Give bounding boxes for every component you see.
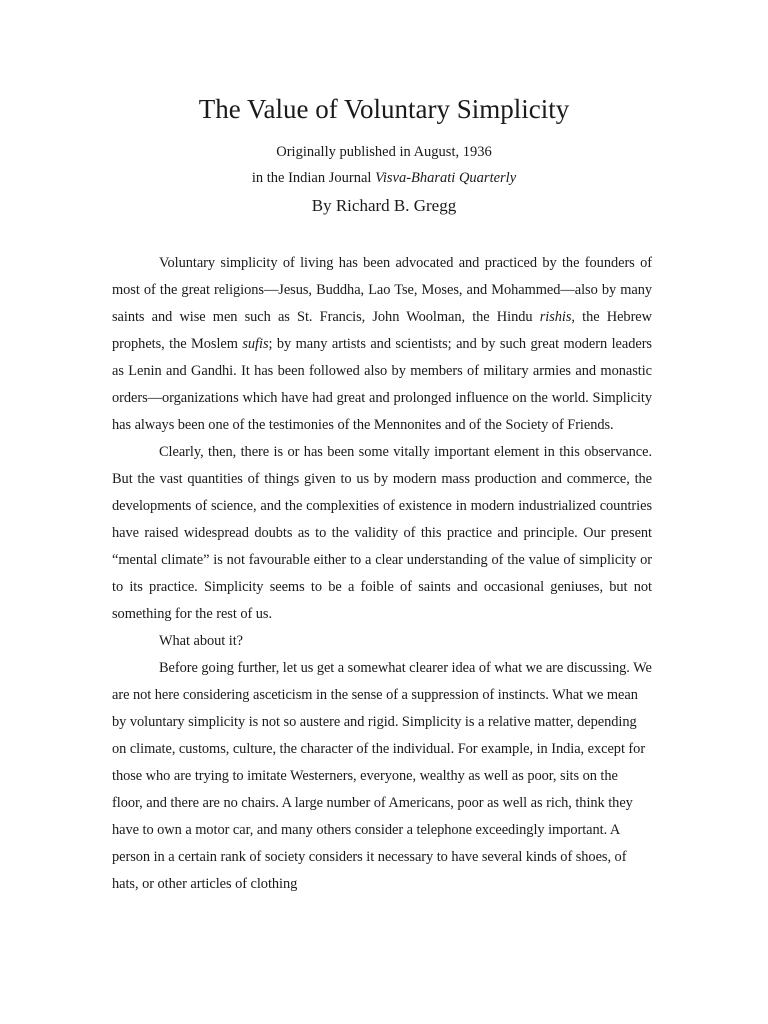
- journal-name: Visva-Bharati Quarterly: [375, 170, 517, 186]
- article-body: [112, 250, 652, 898]
- paragraph-4: Before going further, let us get a somewhat clearer idea of what we are discussing. We are not here considering asceticism in the sense of a suppression of instincts. What we mean by voluntary simplicity is not so austere and rigid. Simplicity is a relative matter, depending on climate, customs, culture, the character of the individual. For example, in India, except for those who are trying to imitate Westerners, everyone, wealthy as well as poor, sits on the floor, and there are no chairs. A large number of Americans, poor as well as rich, think they have to own a motor car, and many others consider a telephone exceedingly important. A person in a certain rank of society considers it necessary to have several kinds of shoes, of hats, or other articles of clothing: [112, 660, 652, 892]
- page-title: The Value of Voluntary Simplicity: [198, 94, 570, 124]
- author-byline: By Richard B. Gregg: [311, 196, 457, 215]
- paragraph-1-part-c: ; by many artists and scientists; and by such great modern leaders as Lenin and Gandhi. It has been followed also by members of military armies and monastic orders—organizations which have had great and prolonged influence on the world. Simplicity has always been one of the testimonies of the Mennonites and of the Society of Friends.: [112, 336, 652, 433]
- publication-journal-line: [0, 168, 768, 188]
- term-sufis: sufis: [242, 336, 269, 352]
- paragraph-2: Clearly, then, there is or has been some vitally important element in this observance. But the vast quantities of things given to us by modern mass production and commerce, the developments of science, and the complexities of existence in modern industrialized countries have raised widespread doubts as to the validity of this practice and principle. Our present “mental climate” is not favourable either to a clear understanding of the value of simplicity or to its practice. Simplicity seems to be a foible of saints and occasional geniuses, but not something for the rest of us.: [112, 444, 652, 622]
- journal-prefix: in the Indian Journal: [251, 170, 376, 186]
- term-rishis: rishis: [539, 309, 572, 325]
- paragraph-3: What about it?: [159, 633, 244, 649]
- paragraph-1-part-b: , the Hebrew prophets, the Moslem: [112, 309, 652, 352]
- paragraph-1: [112, 250, 652, 439]
- publication-date-line: Originally published in August, 1936: [276, 144, 492, 160]
- paragraph-1-part-a: Voluntary simplicity of living has been advocated and practiced by the founders of most of the great religions—Jesus, Buddha, Lao Tse, Moses, and Mohammed—also by many saints and wise men such as St. Francis, John Woolman, the Hindu: [112, 255, 652, 325]
